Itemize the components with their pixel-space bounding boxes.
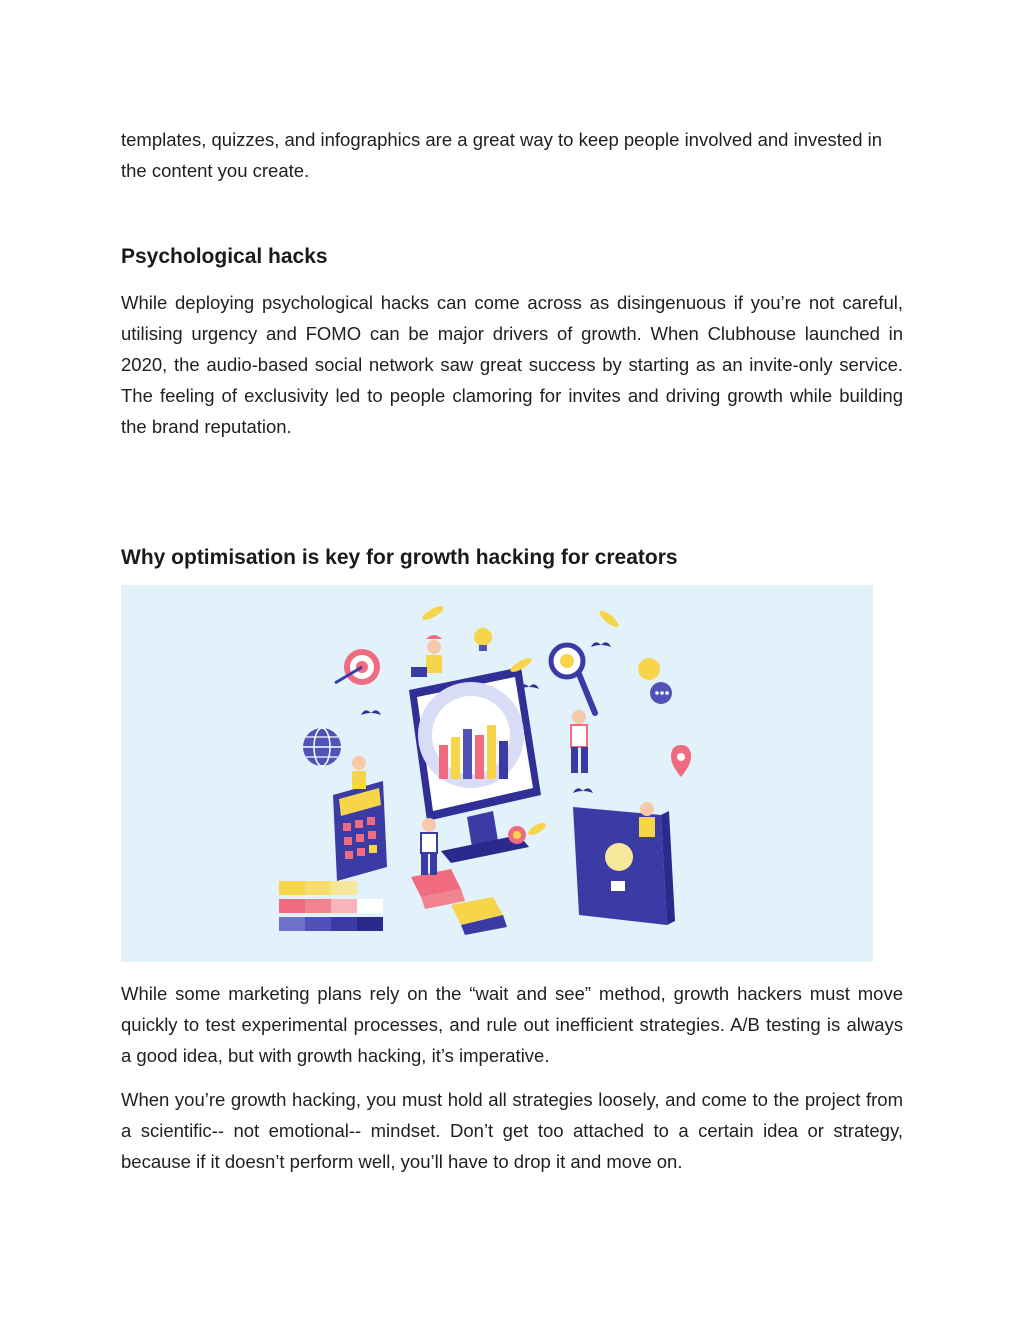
isometric-analytics-illustration (121, 585, 873, 962)
briefcase-lock-graphic (573, 802, 675, 925)
intro-paragraph: templates, quizzes, and infographics are a great way to keep people involved and invested in the content you create. (121, 129, 883, 181)
optimisation-paragraph-2: When you’re growth hacking, you must hold all strategies loosely, and come to the project from a scientific-- not emotional-- mindset. Don’t get too attached to a certain idea or strategy, because if it doesn’t perform well, you’ll have to drop it and move on. (121, 1089, 903, 1172)
psychological-hacks-heading: Psychological hacks (121, 245, 328, 268)
psychological-hacks-paragraph: While deploying psychological hacks can come across as disingenuous if you’re not careful, utilising urgency and FOMO can be major drivers of growth. When Clubhouse launched in 2020, the audio-based social network saw great success by starting as an invite-only service. The feeling of exclusivity led to people clamoring for invites and driving growth while building the brand reputation. (121, 292, 903, 437)
optimisation-paragraph-1: While some marketing plans rely on the “wait and see” method, growth hackers must move quickly to test experimental processes, and rule out inefficient strategies. A/B testing is always a good idea, but with growth hacking, it’s imperative. (121, 983, 903, 1066)
globe-icon (303, 728, 341, 766)
optimisation-heading: Why optimisation is key for growth hacking for creators (121, 546, 678, 569)
coin-icon (508, 826, 526, 844)
growth-hacking-illustration (121, 585, 873, 962)
